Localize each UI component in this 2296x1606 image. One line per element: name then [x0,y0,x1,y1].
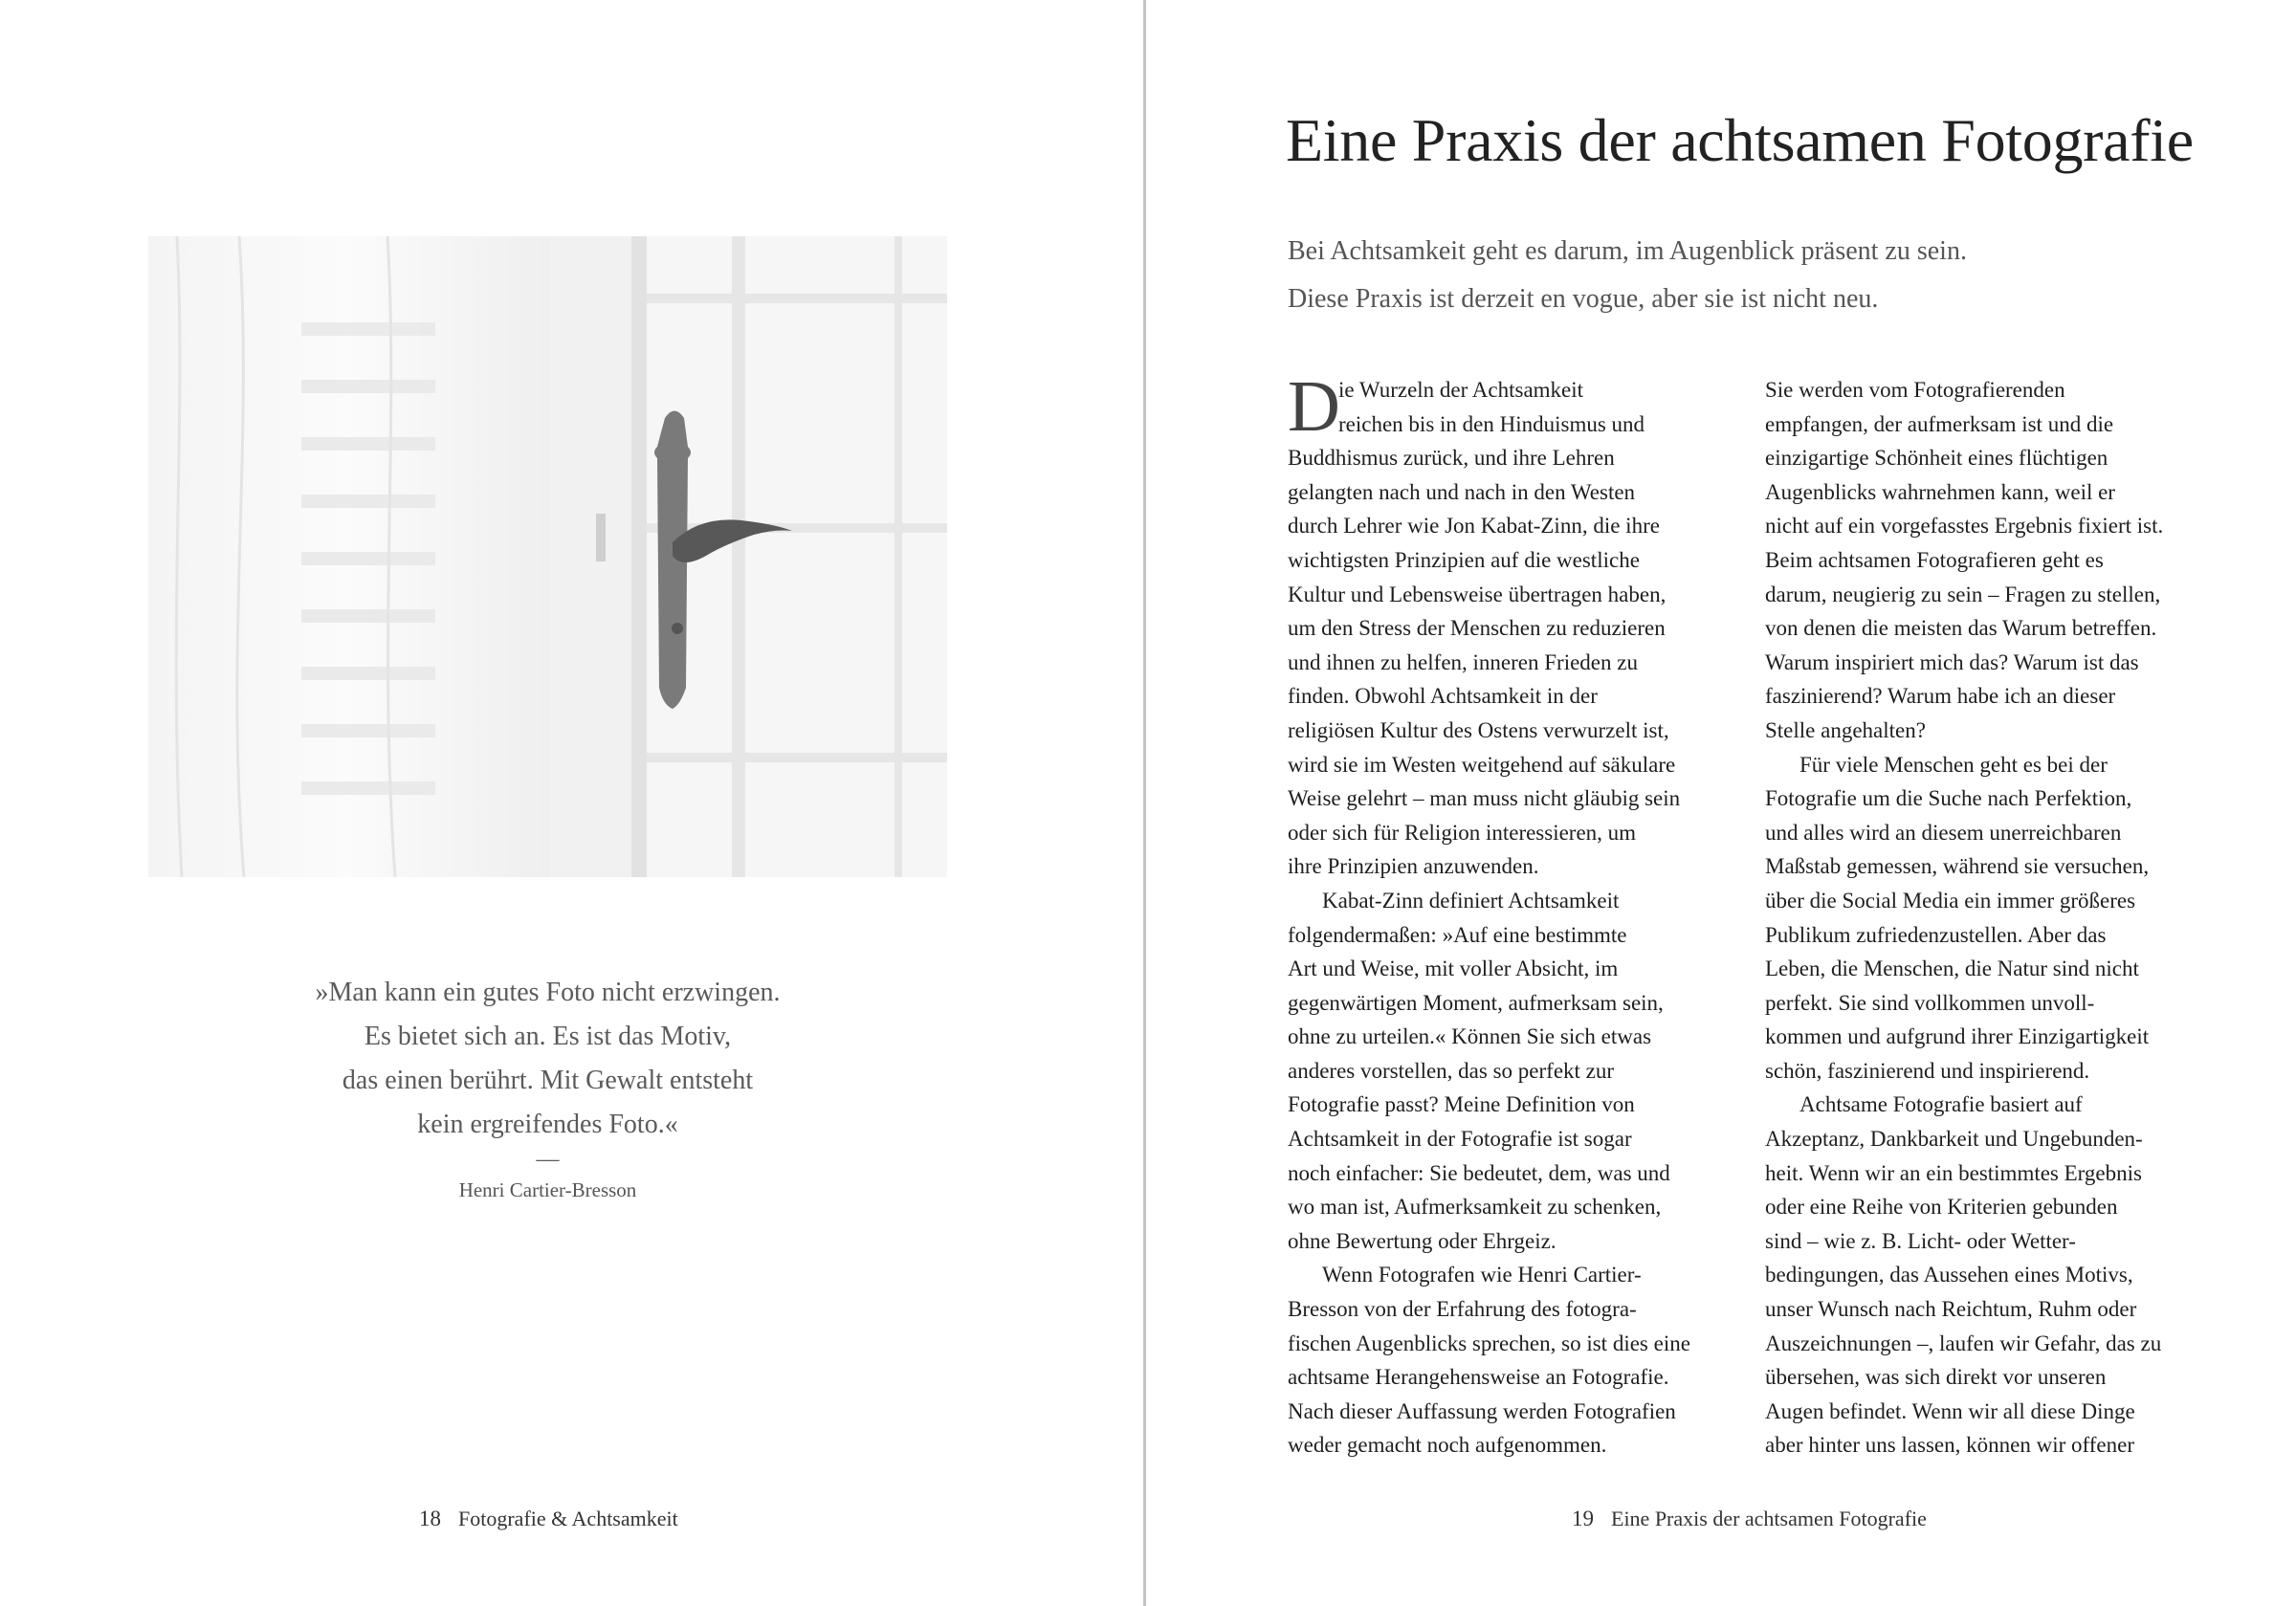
text-line: gegenwärtigen Moment, aufmerksam sein, [1288,990,1664,1015]
text-line: oder sich für Religion interessieren, um [1288,820,1637,845]
text-line: Achtsame Fotografie basiert auf [1799,1092,2083,1117]
text-line: Art und Weise, mit voller Absicht, im [1288,957,1619,981]
text-line: Kabat-Zinn definiert Achtsamkeit [1322,888,1620,913]
quote-dash: — [536,1147,560,1172]
text-line: einzigartige Schönheit eines flüchtigen [1765,446,2108,471]
text-line: um den Stress der Menschen zu reduzieren [1288,616,1666,641]
quote-line: »Man kann ein gutes Foto nicht erzwingen. [315,978,781,1007]
text-line: durch Lehrer wie Jon Kabat-Zinn, die ihre [1288,514,1660,539]
text-line: Weise gelehrt – man muss nicht gläubig sein [1288,786,1681,811]
text-line: folgendermaßen: »Auf eine bestimmte [1288,922,1627,947]
text-line: empfangen, der aufmerksam ist und die [1765,411,2114,436]
text-line: Für viele Menschen geht es bei der [1799,752,2108,777]
text-line: Kultur und Lebensweise übertragen haben, [1288,582,1667,606]
text-line: reichen bis in den Hinduismus und [1338,411,1645,436]
text-line: ohne zu urteilen.« Können Sie sich etwas [1288,1024,1652,1049]
text-line: Wenn Fotografen wie Henri Cartier- [1322,1263,1642,1287]
text-line: ohne Bewertung oder Ehrgeiz. [1288,1228,1556,1253]
text-line: heit. Wenn wir an ein bestimmtes Ergebnis [1765,1160,2142,1185]
quote-line: Es bietet sich an. Es ist das Motiv, [364,1022,732,1051]
text-line: schön, faszinierend und inspirierend. [1765,1058,2090,1083]
intro-text [1288,228,1967,323]
quote-block [148,971,947,1206]
intro-line: Diese Praxis ist derzeit en vogue, aber sie ist nicht neu. [1288,284,1879,314]
text-line: fischen Augenblicks sprechen, so ist dies eine [1288,1331,1690,1355]
text-line: Fotografie um die Suche nach Perfektion, [1765,786,2132,811]
text-line: nicht auf ein vorgefasstes Ergebnis fixiert ist. [1765,514,2164,539]
text-line: von denen die meisten das Warum betreffen. [1765,616,2157,641]
text-line: ie Wurzeln der Achtsamkeit [1338,378,1584,402]
page-number: 18 [419,1507,441,1530]
text-line: Fotografie passt? Meine Definition von [1288,1092,1635,1117]
text-line: ihre Prinzipien anzuwenden. [1288,854,1539,879]
text-line: Warum inspiriert mich das? Warum ist das [1765,649,2139,674]
text-line: bedingungen, das Aussehen eines Motivs, [1765,1263,2133,1287]
text-line: faszinierend? Warum habe ich an dieser [1765,684,2116,709]
text-line: perfekt. Sie sind vollkommen unvoll- [1765,990,2095,1015]
text-line: sind – wie z. B. Licht- oder Wetter- [1765,1228,2076,1253]
text-line: und alles wird an diesem unerreichbaren [1765,820,2122,845]
text-line: Stelle angehalten? [1765,717,1926,742]
text-line: Augen befindet. Wenn wir all diese Dinge [1765,1398,2135,1423]
text-line: Nach dieser Auffassung werden Fotografien [1288,1398,1676,1423]
chapter-heading: Eine Praxis der achtsamen Fotografie [1286,106,2194,174]
running-title: Fotografie & Achtsamkeit [458,1507,678,1530]
footer-right [1572,1507,1927,1531]
text-line: über die Social Media ein immer größeres [1765,888,2136,913]
footer-left [419,1507,678,1531]
text-line: achtsame Herangehensweise an Fotografie. [1288,1365,1669,1390]
quote-line: kein ergreifendes Foto.« [417,1110,678,1139]
left-page [0,0,1144,1606]
text-line: wird sie im Westen weitgehend auf säkulare [1288,752,1676,777]
text-line: Publikum zufriedenzustellen. Aber das [1765,922,2107,947]
text-line: religiösen Kultur des Ostens verwurzelt ist, [1288,717,1669,742]
text-line: weder gemacht noch aufgenommen. [1288,1433,1607,1458]
text-line: Auszeichnungen –, laufen wir Gefahr, das zu [1765,1331,2162,1355]
right-page [1146,0,2296,1606]
text-line: oder eine Reihe von Kriterien gebunden [1765,1195,2118,1220]
text-line: anderes vorstellen, das so perfekt zur [1288,1058,1615,1083]
page-number: 19 [1572,1507,1594,1530]
text-line: gelangten nach und nach in den Westen [1288,479,1636,504]
text-line: aber hinter uns lassen, können wir offener [1765,1433,2134,1458]
text-line: darum, neugierig zu sein – Fragen zu stellen, [1765,582,2161,606]
text-line: Sie werden vom Fotografierenden [1765,378,2065,402]
quote-line: das einen berührt. Mit Gewalt entsteht [342,1066,754,1095]
text-line: Augenblicks wahrnehmen kann, weil er [1765,479,2115,504]
text-line: Buddhismus zurück, und ihre Lehren [1288,446,1615,471]
text-line: noch einfacher: Sie bedeutet, dem, was und [1288,1160,1670,1185]
text-line: Achtsamkeit in der Fotografie ist sogar [1288,1127,1632,1152]
text-line: kommen und aufgrund ihrer Einzigartigkeit [1765,1024,2150,1049]
window-photo [148,236,947,877]
text-line: Leben, die Menschen, die Natur sind nicht [1765,957,2139,981]
text-line: und ihnen zu helfen, inneren Frieden zu [1288,649,1638,674]
text-line: Maßstab gemessen, während sie versuchen, [1765,854,2150,879]
intro-line: Bei Achtsamkeit geht es darum, im Augenblick präsent zu sein. [1288,236,1967,266]
drop-cap: D [1288,366,1340,447]
text-line: wichtigsten Prinzipien auf die westliche [1288,547,1640,572]
quote-author: Henri Cartier-Bresson [458,1178,637,1201]
text-column-1 [1288,366,1737,1463]
text-column-2 [1765,373,2215,1463]
text-line: Beim achtsamen Fotografieren geht es [1765,547,2104,572]
text-line: wo man ist, Aufmerksamkeit zu schenken, [1288,1195,1662,1220]
running-title: Eine Praxis der achtsamen Fotografie [1611,1507,1927,1530]
text-line: Akzeptanz, Dankbarkeit und Ungebunden- [1765,1127,2143,1152]
text-line: übersehen, was sich direkt vor unseren [1765,1365,2107,1390]
text-line: Bresson von der Erfahrung des fotogra- [1288,1297,1637,1322]
text-line: finden. Obwohl Achtsamkeit in der [1288,684,1598,709]
text-line: unser Wunsch nach Reichtum, Ruhm oder [1765,1297,2137,1322]
